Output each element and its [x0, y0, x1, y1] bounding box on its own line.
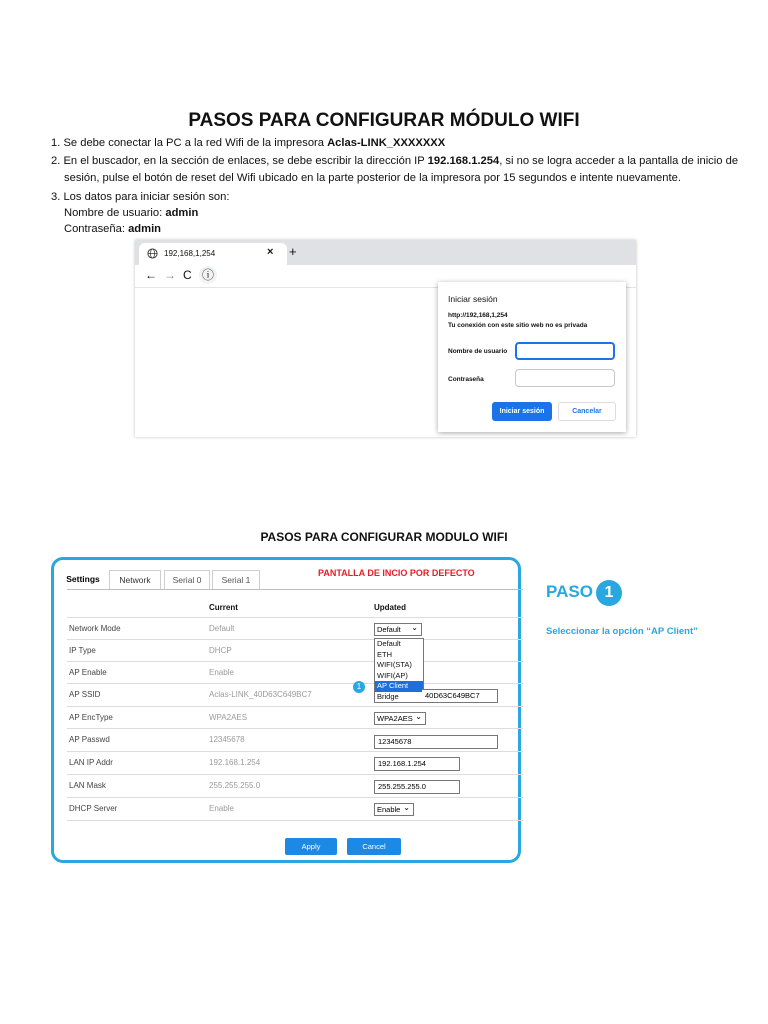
row-current: Enable	[209, 668, 234, 677]
row-current: DHCP	[209, 646, 232, 655]
lan-mask-input[interactable]: 255.255.255.0	[374, 780, 460, 794]
row-current: 255.255.255.0	[209, 781, 261, 790]
row-label: IP Type	[69, 646, 96, 655]
username-input[interactable]	[515, 342, 615, 360]
step-2-text: 2. En el buscador, en la sección de enlaces, se debe escribir la dirección IP	[51, 155, 428, 167]
credentials-pass	[64, 221, 161, 238]
row-current: Default	[209, 624, 235, 633]
ap-enctype-select[interactable]: WPA2AES ⌄	[374, 712, 426, 725]
password-input[interactable]	[515, 369, 615, 387]
user-value: admin	[165, 207, 199, 219]
network-mode-dropdown[interactable]	[374, 638, 424, 703]
dropdown-option[interactable]: WIFI(AP)	[377, 670, 408, 680]
dropdown-option[interactable]: WIFI(STA)	[377, 660, 412, 669]
dropdown-option-ap-client[interactable]: AP Client	[375, 681, 423, 692]
login-dialog	[438, 282, 626, 432]
tab-close-icon[interactable]: ×	[267, 246, 274, 258]
row-current: 12345678	[209, 735, 245, 744]
back-icon[interactable]: ←	[145, 268, 157, 282]
pass-label: Contraseña:	[64, 223, 129, 235]
user-label: Nombre de usuario:	[64, 207, 166, 219]
new-tab-icon[interactable]: +	[289, 244, 297, 259]
step-1-network-name: Aclas-LINK_XXXXXXX	[327, 137, 446, 149]
tab-serial-1[interactable]: Serial 1	[212, 570, 260, 589]
settings-panel	[51, 557, 521, 863]
document-title: PASOS PARA CONFIGURAR MÓDULO WIFI	[188, 110, 580, 131]
dialog-url: http://192,168,1,254	[448, 312, 508, 319]
tab-network[interactable]: Network	[109, 570, 161, 589]
browser-screenshot	[135, 240, 636, 437]
apply-button[interactable]: Apply	[285, 838, 337, 855]
reload-icon[interactable]: C	[183, 268, 192, 282]
row-label: AP Passwd	[69, 735, 110, 744]
ap-ssid-input[interactable]: 40D63C649BC7	[422, 689, 498, 703]
globe-icon	[147, 248, 158, 259]
tab-divider	[67, 589, 523, 590]
paso-instruction: Seleccionar la opción “AP Client”	[546, 626, 698, 637]
row-label: AP SSID	[69, 690, 101, 699]
step-marker: 1	[353, 681, 365, 693]
default-screen-banner: PANTALLA DE INCIO POR DEFECTO	[318, 568, 475, 578]
tab-settings[interactable]: Settings	[66, 574, 100, 584]
row-current: 192.168.1.254	[209, 758, 261, 767]
row-label: LAN IP Addr	[69, 758, 113, 767]
password-label: Contraseña	[448, 376, 484, 383]
dialog-title: Iniciar sesión	[448, 294, 498, 304]
row-network-mode	[67, 617, 523, 640]
login-button[interactable]: Iniciar sesión	[492, 402, 552, 421]
row-ap-enable	[67, 661, 523, 684]
step-2	[51, 153, 741, 170]
tab-serial-0[interactable]: Serial 0	[164, 570, 210, 589]
tab-bar	[135, 240, 636, 265]
forward-icon[interactable]: →	[164, 268, 176, 282]
dropdown-option[interactable]: ETH	[377, 649, 392, 659]
row-ip-type	[67, 639, 523, 662]
row-current: WPA2AES	[209, 713, 248, 722]
network-mode-select[interactable]: Default ⌄	[374, 623, 422, 636]
browser-tab[interactable]	[139, 243, 287, 265]
dialog-warning: Tu conexión con este sitio web no es privada	[448, 322, 588, 329]
ap-passwd-input[interactable]: 12345678	[374, 735, 498, 749]
dhcp-server-select[interactable]: Enable ⌄	[374, 803, 414, 816]
row-ap-enctype	[67, 706, 523, 729]
paso-number-badge: 1	[596, 580, 622, 606]
step-3: 3. Los datos para iniciar sesión son:	[51, 191, 230, 203]
step-1-text: 1. Se debe conectar la PC a la red Wifi de la impresora	[51, 137, 328, 149]
row-current: Enable	[209, 804, 234, 813]
row-label: LAN Mask	[69, 781, 106, 790]
username-label: Nombre de usuario	[448, 348, 508, 355]
col-current-header: Current	[209, 603, 238, 612]
tab-title: 192,168,1,254	[164, 249, 216, 258]
row-dhcp-server	[67, 797, 523, 820]
row-label: DHCP Server	[69, 804, 118, 813]
step-2-text-post: , si no se logra acceder a la pantalla de inicio de	[499, 155, 739, 167]
credentials-user	[64, 205, 198, 222]
info-icon[interactable]: ⓘ	[199, 266, 217, 284]
row-label: AP EncType	[69, 713, 113, 722]
row-current: Aclas-LINK_40D63C649BC7	[209, 690, 312, 699]
lan-ip-input[interactable]: 192.168.1.254	[374, 757, 460, 771]
row-label: AP Enable	[69, 668, 107, 677]
table-bottom-border	[67, 820, 523, 821]
step-2-ip: 192.168.1.254	[427, 155, 500, 167]
settings-cancel-button[interactable]: Cancel	[347, 838, 401, 855]
dropdown-option[interactable]: Bridge	[377, 691, 399, 701]
row-label: Network Mode	[69, 624, 121, 633]
col-updated-header: Updated	[374, 603, 406, 612]
dropdown-option[interactable]: Default	[377, 639, 401, 648]
paso-label: PASO	[546, 582, 593, 601]
section-subtitle: PASOS PARA CONFIGURAR MODULO WIFI	[260, 530, 508, 544]
dialog-cancel-button[interactable]: Cancelar	[558, 402, 616, 421]
pass-value: admin	[128, 223, 162, 235]
step-2-line2: sesión, pulse el botón de reset del Wifi ubicado en la parte posterior de la impresora por 15 segundos e intente nuevamente.	[64, 172, 681, 184]
step-1	[51, 135, 445, 152]
